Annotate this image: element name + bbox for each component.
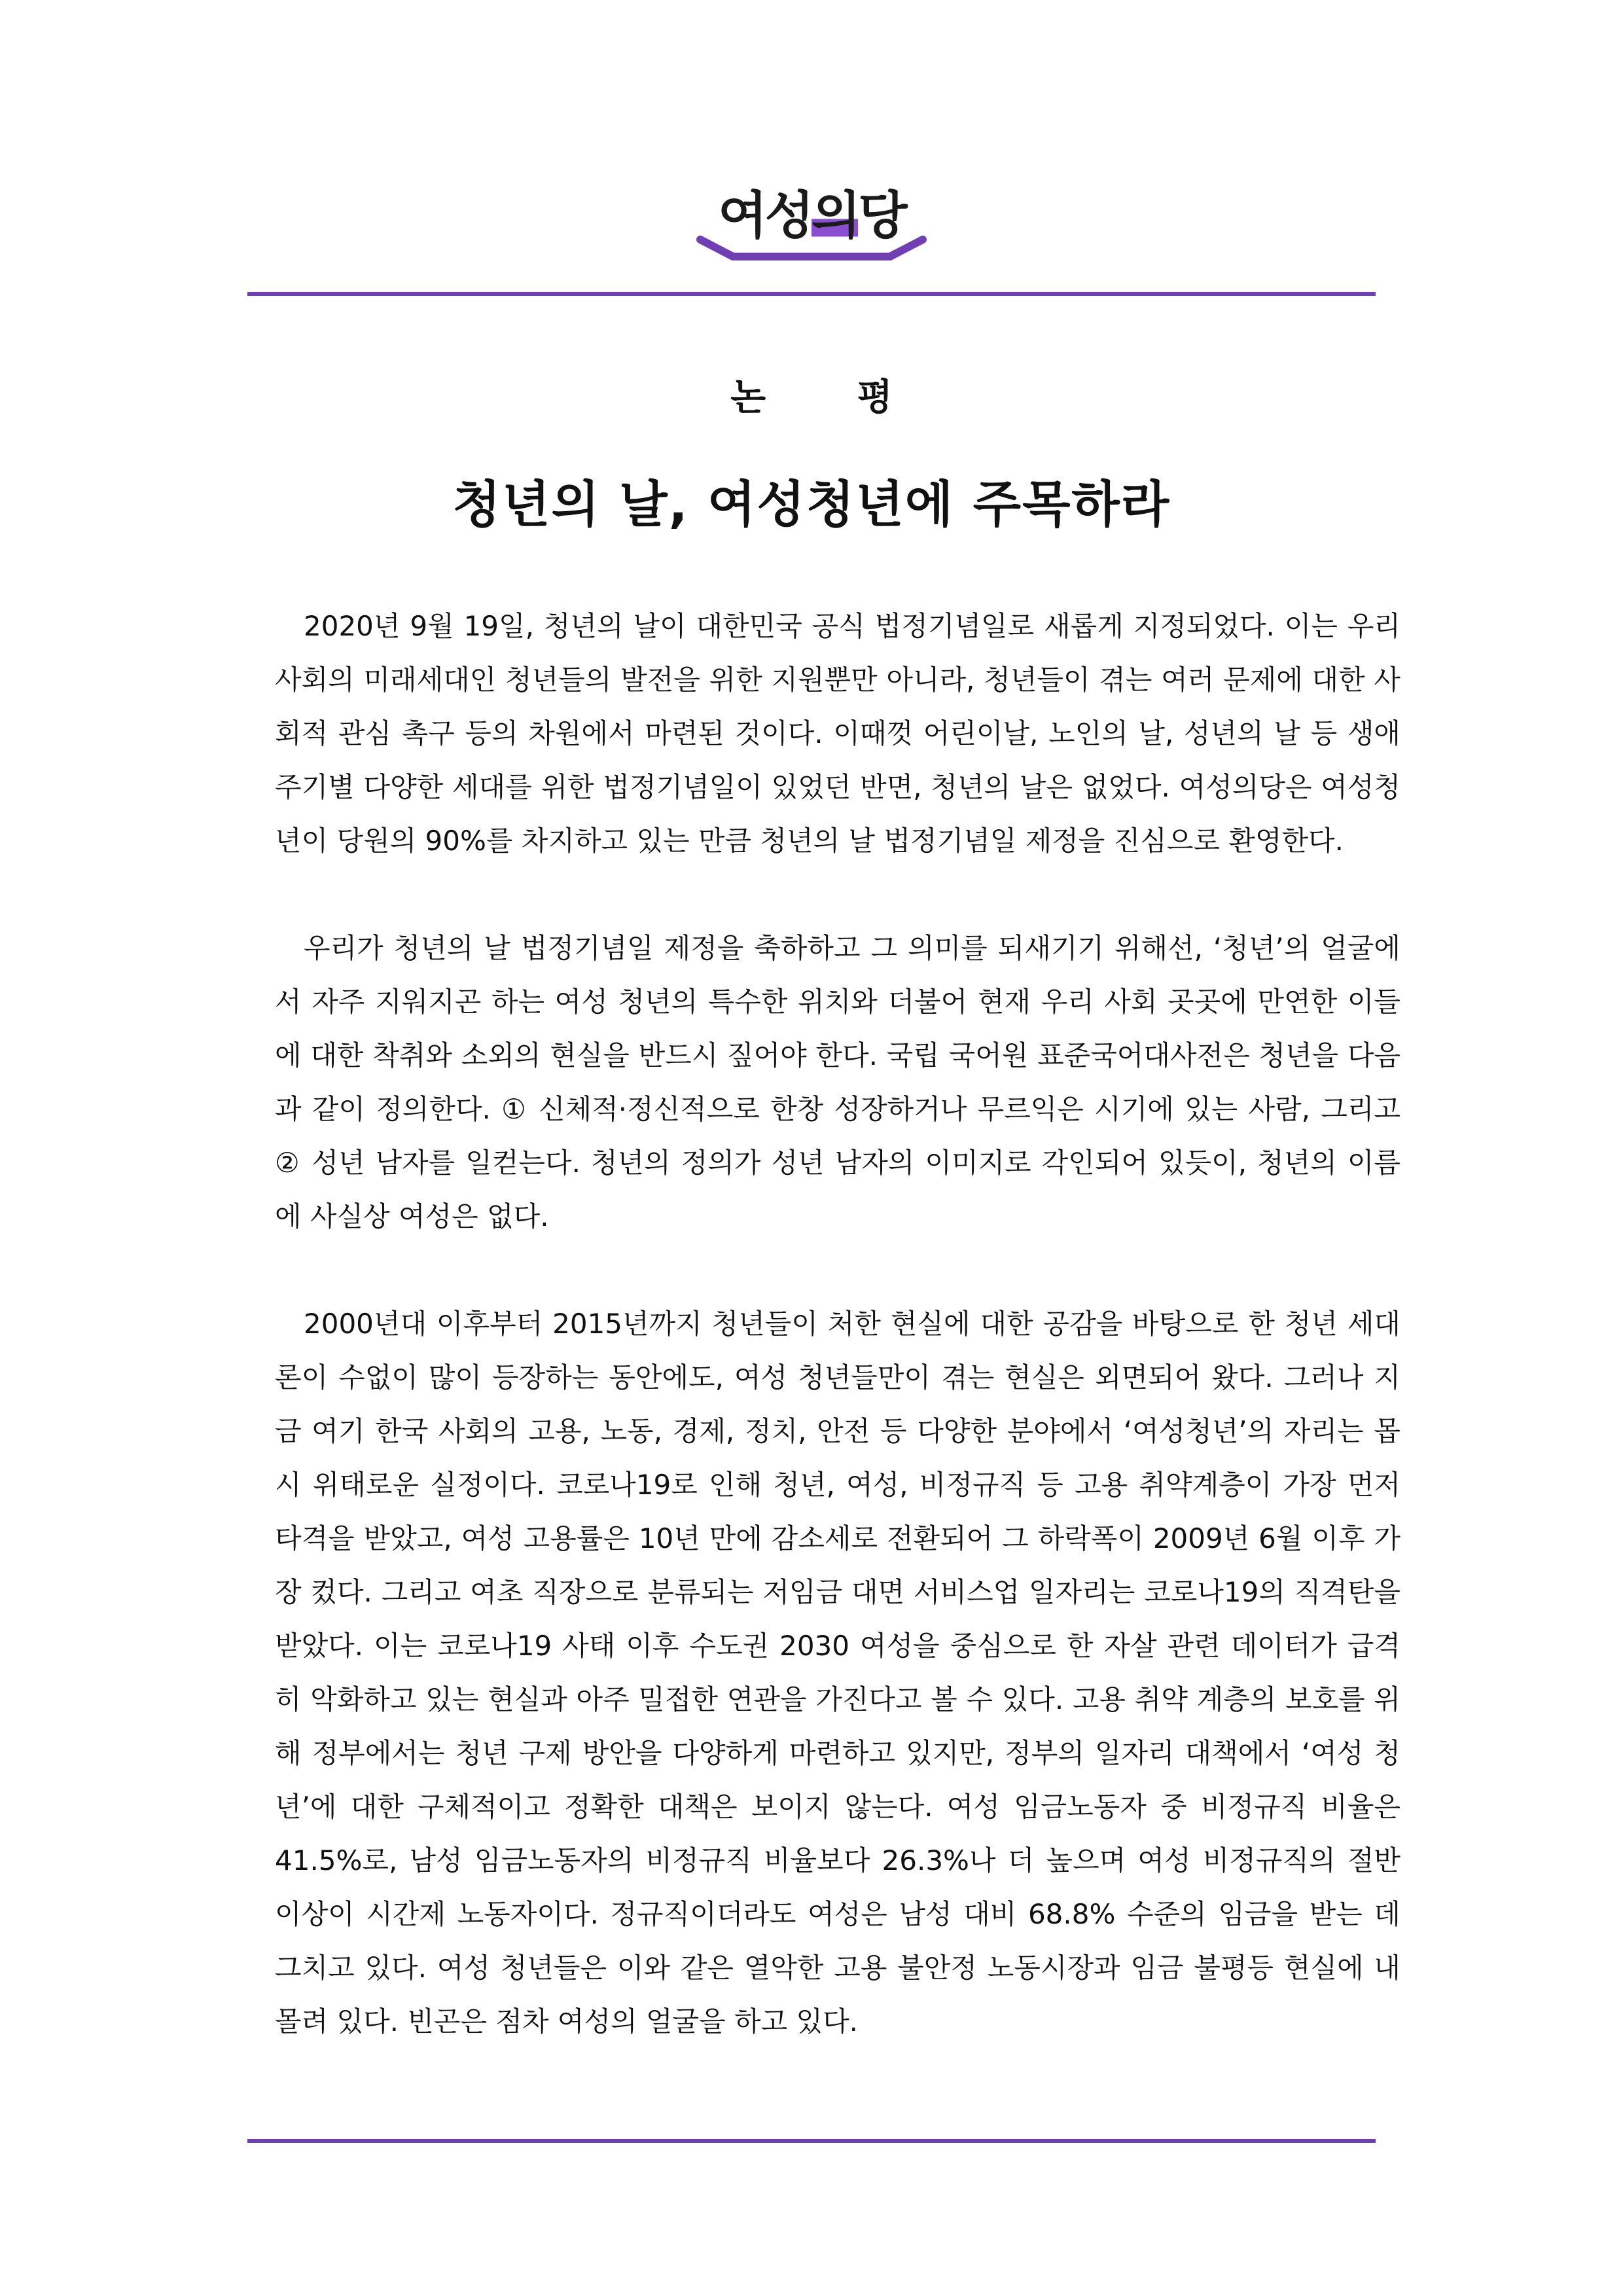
paragraph-2: 우리가 청년의 날 법정기념일 제정을 축하하고 그 의미를 되새기기 위해선, ‘청년’의 얼굴에서 자주 지워지곤 하는 여성 청년의 특수한 위치와 더불어 현재 우리 사회 곳곳에 만연한 이들에 대한 착취와 소외의 현실을 반드시 짚어야 한다. 국립 국어원 표준국어대사전은 청년을 다음과 같이 정의한다. ① 신체적·정신적으로 한창 성장하거나 무르익은 시기에 있는 사람, 그리고 ② 성년 남자를 일컫는다. 청년의 정의가 성년 남자의 이미지로 각인되어 있듯이, 청년의 이름에 사실상 여성은 없다. [275,932,1400,1232]
paragraph-3: 2000년대 이후부터 2015년까지 청년들이 처한 현실에 대한 공감을 바탕으로 한 청년 세대론이 수없이 많이 등장하는 동안에도, 여성 청년들만이 겪는 현실은 외면되어 왔다. 그러나 지금 여기 한국 사회의 고용, 노동, 경제, 정치, 안전 등 다양한 분야에서 ‘여성청년’의 자리는 몹시 위태로운 실정이다. 코로나19로 인해 청년, 여성, 비정규직 등 고용 취약계층이 가장 먼저 타격을 받았고, 여성 고용률은 10년 만에 감소세로 전환되어 그 하락폭이 2009년 6월 이후 가장 컸다. 그리고 여초 직장으로 분류되는 저임금 대면 서비스업 일자리는 코로나19의 직격탄을 받았다. 이는 코로나19 사태 이후 수도권 2030 여성을 중심으로 한 자살 관련 데이터가 급격히 악화하고 있는 현실과 아주 밀접한 연관을 가진다고 볼 수 있다. 고용 취약 계층의 보호를 위해 정부에서는 청년 구제 방안을 다양하게 마련하고 있지만, 정부의 일자리 대책에서 ‘여성 청년’에 대한 구체적이고 정확한 대책은 보이지 않는다. 여성 임금노동자 중 비정규직 비율은 41.5%로, 남성 임금노동자의 비정규직 비율보다 26.3%나 더 높으며 여성 비정규직의 절반 이상이 시간제 노동자이다. 정규직이더라도 여성은 남성 대비 68.8% 수준의 임금을 받는 데 그치고 있다. 여성 청년들은 이와 같은 열악한 고용 불안정 노동시장과 임금 불평등 현실에 내몰려 있다. 빈곤은 점차 여성의 얼굴을 하고 있다. [275,1308,1400,2037]
paragraph-1: 2020년 9월 19일, 청년의 날이 대한민국 공식 법정기념일로 새롭게 지정되었다. 이는 우리 사회의 미래세대인 청년들의 발전을 위한 지원뿐만 아니라, 청년들이 겪는 여러 문제에 대한 사회적 관심 촉구 등의 차원에서 마련된 것이다. 이때껏 어린이날, 노인의 날, 성년의 날 등 생애주기별 다양한 세대를 위한 법정기념일이 있었던 반면, 청년의 날은 없었다. 여성의당은 여성청년이 당원의 90%를 차지하고 있는 만큼 청년의 날 법정기념일 제정을 진심으로 환영한다. [275,610,1400,857]
footer-divider [247,2139,1376,2143]
logo-highlight: 의 [811,187,859,245]
document-type: 논 평 [730,376,932,419]
logo-swoosh-icon [694,230,929,263]
document-title: 청년의 날, 여성청년에 주목하라 [452,475,1171,533]
document-body [275,600,1400,2049]
party-logo [694,183,929,262]
logo-wordmark: 여성의당 [718,187,905,245]
header-divider [247,292,1376,296]
